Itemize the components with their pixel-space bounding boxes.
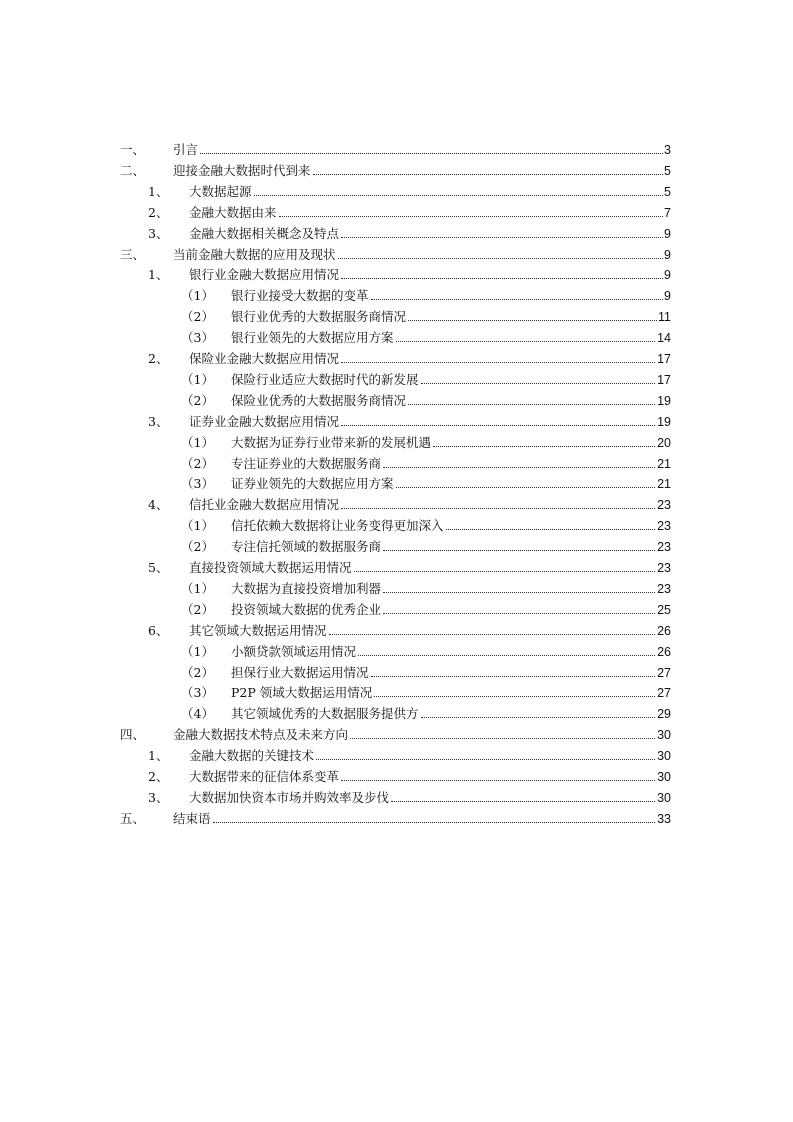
toc-dot-leader [421, 717, 669, 718]
toc-entry-page: 27 [656, 663, 671, 683]
toc-entry[interactable] [0, 433, 793, 453]
toc-dot-leader [316, 759, 669, 760]
toc-dot-leader [341, 425, 669, 426]
toc-entry[interactable] [0, 788, 793, 808]
toc-entry-title: 担保行业大数据运用情况 [231, 663, 370, 683]
toc-entry-number: （2） [181, 539, 214, 555]
toc-entry-title: 迎接金融大数据时代到来 [173, 161, 312, 181]
toc-entry-page: 19 [656, 391, 671, 411]
toc-entry-title: 投资领域大数据的优秀企业 [231, 600, 382, 620]
toc-entry-page: 3 [663, 140, 671, 160]
toc-entry-page: 9 [663, 265, 671, 285]
toc-entry-title: 专注信托领域的数据服务商 [231, 537, 382, 557]
toc-entry-title: 结束语 [173, 809, 212, 829]
toc-entry-page: 23 [656, 558, 671, 578]
toc-entry-number: （2） [181, 664, 214, 680]
toc-dot-leader [391, 801, 669, 802]
toc-entry-page: 26 [656, 642, 671, 662]
toc-entry-number: 3、 [148, 225, 169, 241]
toc-entry-number: （1） [181, 434, 214, 450]
toc-entry-page: 23 [656, 516, 671, 536]
toc-entry[interactable] [0, 391, 793, 411]
toc-entry-number: 1、 [148, 748, 169, 764]
toc-entry-page: 26 [656, 621, 671, 641]
toc-entry[interactable] [0, 516, 793, 536]
toc-entry-number: （1） [181, 580, 214, 596]
toc-entry-number: （1） [181, 371, 214, 387]
toc-entry[interactable] [0, 245, 793, 265]
toc-entry[interactable] [0, 746, 793, 766]
toc-entry[interactable] [0, 621, 793, 641]
toc-entry-title: 大数据起源 [189, 182, 253, 202]
toc-entry[interactable] [0, 286, 793, 306]
toc-entry-title: 其它领域优秀的大数据服务提供方 [231, 704, 420, 724]
toc-entry-page: 11 [657, 307, 671, 327]
toc-entry-title: 证券业领先的大数据应用方案 [231, 474, 395, 494]
toc-entry-title: 当前金融大数据的应用及现状 [173, 245, 337, 265]
toc-dot-leader [383, 592, 669, 593]
toc-dot-leader [433, 446, 669, 447]
toc-entry-number: 二、 [120, 162, 146, 178]
toc-entry-title: 金融大数据的关键技术 [189, 746, 315, 766]
toc-entry[interactable] [0, 349, 793, 369]
toc-dot-leader [374, 696, 669, 697]
toc-entry-number: 3、 [148, 789, 169, 805]
toc-entry-page: 23 [656, 537, 671, 557]
toc-entry-number: 四、 [120, 727, 146, 743]
toc-entry-page: 21 [656, 454, 671, 474]
toc-dot-leader [408, 404, 669, 405]
toc-dot-leader [341, 508, 669, 509]
toc-entry-title: 大数据带来的征信体系变革 [189, 767, 340, 787]
toc-dot-leader [213, 822, 669, 823]
toc-dot-leader [200, 153, 669, 154]
toc-entry[interactable] [0, 495, 793, 515]
toc-entry-number: 2、 [148, 351, 169, 366]
toc-dot-leader [341, 362, 669, 363]
toc-dot-leader [383, 550, 669, 551]
toc-entry-number: （2） [181, 601, 214, 617]
toc-entry-page: 30 [656, 725, 671, 745]
toc-entry-title: 引言 [173, 140, 199, 160]
toc-entry[interactable] [0, 412, 793, 432]
toc-entry[interactable] [0, 328, 793, 348]
toc-entry[interactable] [0, 161, 793, 181]
toc-entry-number: （4） [181, 706, 214, 722]
toc-entry-title: 大数据加快资本市场并购效率及步伐 [189, 788, 390, 808]
toc-entry[interactable] [0, 663, 793, 683]
toc-entry-number: 6、 [148, 622, 169, 638]
toc-entry-title: 银行业领先的大数据应用方案 [231, 328, 395, 348]
toc-entry-number: （3） [181, 330, 214, 346]
toc-entry-title: 银行业金融大数据应用情况 [189, 265, 340, 285]
toc-dot-leader [408, 320, 669, 321]
toc-entry-title: 专注证券业的大数据服务商 [231, 454, 382, 474]
toc-entry-page: 14 [656, 328, 671, 348]
toc-entry[interactable] [0, 140, 793, 160]
toc-entry-title: 金融大数据技术特点及未来方向 [173, 725, 349, 745]
toc-entry-page: 9 [663, 245, 671, 265]
toc-dot-leader [341, 278, 669, 279]
toc-entry-number: （2） [181, 392, 214, 408]
toc-dot-leader [341, 780, 669, 781]
toc-dot-leader [421, 383, 669, 384]
toc-entry-page: 29 [656, 704, 671, 724]
toc-entry[interactable] [0, 454, 793, 474]
toc-entry-title: P2P 领域大数据运用情况 [231, 683, 373, 703]
toc-entry[interactable] [0, 809, 793, 829]
toc-entry-number: 2、 [148, 204, 169, 220]
toc-dot-leader [383, 467, 669, 468]
toc-entry[interactable] [0, 537, 793, 557]
toc-dot-leader [341, 237, 669, 238]
toc-dot-leader [446, 529, 669, 530]
toc-entry-title: 证券业金融大数据应用情况 [189, 412, 340, 432]
toc-entry[interactable] [0, 307, 793, 327]
toc-entry[interactable] [0, 224, 793, 244]
toc-entry-number: （1） [181, 643, 214, 659]
toc-entry-title: 保险业优秀的大数据服务商情况 [231, 391, 407, 411]
toc-dot-leader [383, 613, 669, 614]
toc-entry-title: 大数据为直接投资增加利器 [231, 579, 382, 599]
toc-dot-leader [358, 655, 669, 656]
toc-dot-leader [329, 634, 669, 635]
toc-dot-leader [396, 487, 669, 488]
toc-entry-number: 1、 [148, 183, 169, 199]
toc-entry-number: （1） [181, 288, 214, 304]
toc-entry-title: 大数据为证券行业带来新的发展机遇 [231, 433, 432, 453]
toc-dot-leader [313, 174, 669, 175]
toc-entry-number: 4、 [148, 497, 169, 513]
toc-entry-page: 9 [663, 224, 671, 244]
toc-entry[interactable] [0, 558, 793, 578]
toc-entry-page: 33 [656, 809, 671, 829]
toc-entry-number: （2） [181, 455, 214, 471]
toc-entry[interactable] [0, 600, 793, 620]
toc-entry-title: 金融大数据相关概念及特点 [189, 224, 340, 244]
toc-entry-page: 25 [656, 600, 671, 620]
toc-entry-number: （3） [181, 685, 214, 701]
toc-entry-title: 保险业金融大数据应用情况 [189, 349, 340, 369]
toc-entry[interactable] [0, 579, 793, 599]
toc-entry[interactable] [0, 265, 793, 285]
toc-entry-title: 信托依赖大数据将让业务变得更加深入 [231, 516, 445, 536]
toc-entry[interactable] [0, 642, 793, 662]
toc-entry-number: 1、 [148, 267, 169, 283]
toc-entry-number: 5、 [148, 560, 169, 575]
toc-entry[interactable] [0, 767, 793, 787]
toc-entry-number: （3） [181, 476, 214, 492]
toc-entry-page: 9 [663, 286, 671, 306]
toc-entry-page: 23 [656, 495, 671, 515]
toc-entry-page: 23 [656, 579, 671, 599]
toc-dot-leader [254, 195, 669, 196]
toc-dot-leader [371, 299, 669, 300]
toc-dot-leader [396, 341, 669, 342]
toc-entry-page: 5 [663, 182, 671, 202]
toc-entry[interactable] [0, 182, 793, 202]
toc-entry-number: 一、 [120, 142, 146, 157]
toc-entry[interactable] [0, 725, 793, 745]
toc-entry-page: 30 [656, 746, 671, 766]
toc-entry[interactable] [0, 474, 793, 494]
toc-entry[interactable] [0, 203, 793, 223]
toc-entry-page: 21 [656, 474, 671, 494]
toc-entry-title: 保险行业适应大数据时代的新发展 [231, 370, 420, 390]
toc-entry[interactable] [0, 370, 793, 390]
toc-entry-number: 3、 [148, 413, 169, 429]
toc-dot-leader [338, 258, 669, 259]
toc-entry[interactable] [0, 683, 793, 703]
toc-dot-leader [371, 676, 669, 677]
toc-entry-page: 17 [656, 349, 671, 369]
toc-entry-number: （2） [181, 309, 214, 325]
toc-entry-title: 金融大数据由来 [189, 203, 278, 223]
toc-entry-number: 三、 [120, 246, 146, 262]
toc-entry-page: 5 [663, 161, 671, 181]
toc-entry-title: 银行业优秀的大数据服务商情况 [231, 307, 407, 327]
toc-entry-title: 直接投资领域大数据运用情况 [189, 558, 353, 578]
toc-entry-title: 小额贷款领域运用情况 [231, 642, 357, 662]
toc-entry[interactable] [0, 704, 793, 724]
toc-entry-title: 其它领域大数据运用情况 [189, 621, 328, 641]
toc-entry-title: 信托业金融大数据应用情况 [189, 495, 340, 515]
toc-entry-page: 27 [656, 683, 671, 703]
toc-dot-leader [354, 571, 669, 572]
toc-entry-page: 7 [663, 203, 671, 223]
toc-entry-page: 30 [656, 788, 671, 808]
toc-entry-title: 银行业接受大数据的变革 [231, 286, 370, 306]
toc-entry-page: 30 [656, 767, 671, 787]
toc-entry-number: 五、 [120, 810, 146, 826]
toc-entry-page: 17 [656, 370, 671, 390]
toc-entry-number: （1） [181, 518, 214, 534]
toc-entry-page: 19 [656, 412, 671, 432]
toc-entry-page: 20 [656, 433, 671, 453]
toc-dot-leader [279, 216, 669, 217]
toc-dot-leader [350, 738, 669, 739]
toc-entry-number: 2、 [148, 769, 169, 784]
